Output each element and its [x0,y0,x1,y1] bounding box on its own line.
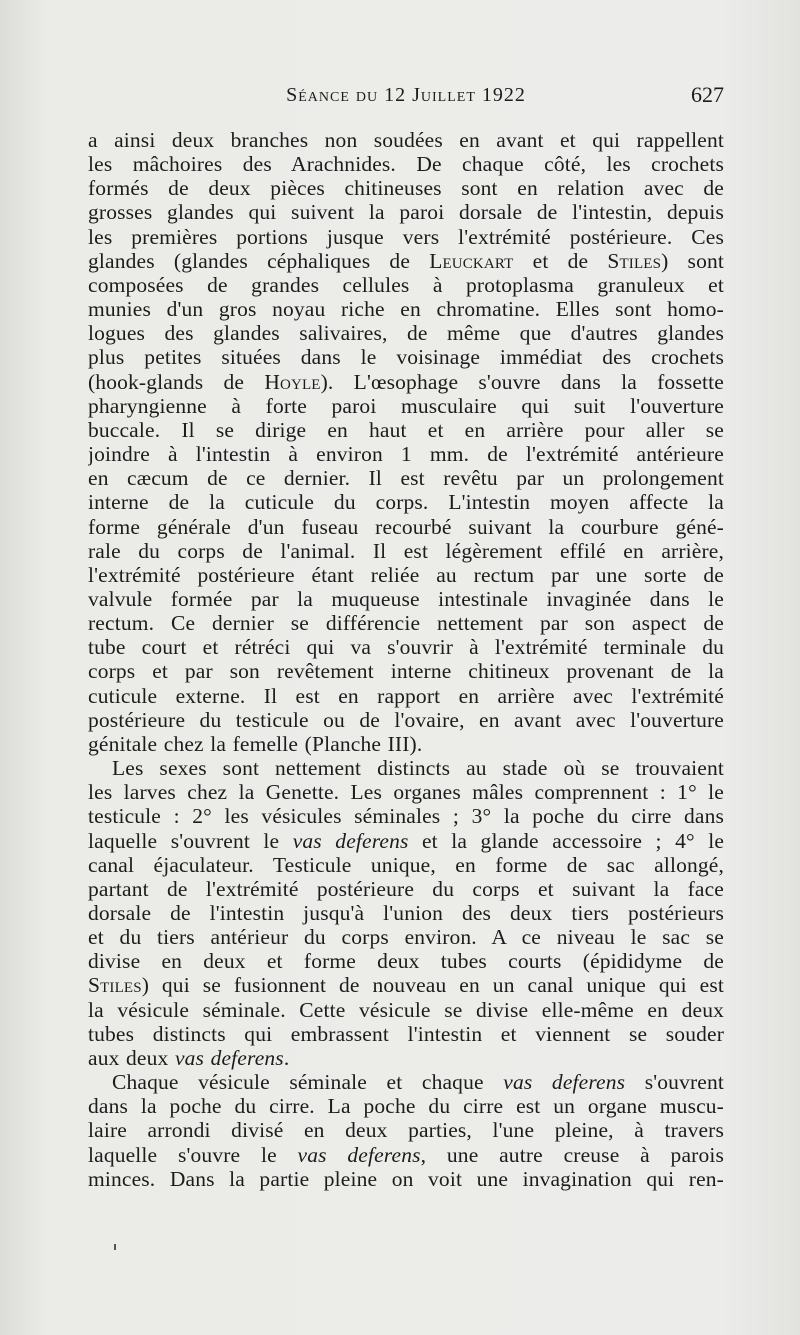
text-line: interne de la cuticule du corps. L'intestin moyen affecte la [88,490,724,515]
text-line: laquelle s'ouvrent le vas deferens et la glande accessoire ; 4° le [88,828,724,853]
text-line: (hook-glands de Hoyle). L'œsophage s'ouvre dans la fossette [88,369,724,394]
text-line: Chaque vésicule séminale et chaque vas deferens s'ouvrent [112,1070,724,1095]
text-line: et du tiers antérieur du corps environ. A ce niveau le sac se [88,925,724,950]
text-line: laire arrondi divisé en deux parties, l'une pleine, à travers [88,1118,724,1143]
text-line: glandes (glandes céphaliques de Leuckart et de Stiles) sont [88,248,724,273]
text-line: minces. Dans la partie pleine on voit une invagination qui ren- [88,1166,724,1191]
text-line: Stiles) qui se fusionnent de nouveau en un canal unique qui est [88,973,724,998]
text-line: tubes distincts qui embrassent l'intestin et viennent se souder [88,1021,724,1046]
text-line: rectum. Ce dernier se différencie nettement par son aspect de [88,611,724,636]
text-line: logues des glandes salivaires, de même que d'autres glandes [88,321,724,346]
text-line: grosses glandes qui suivent la paroi dorsale de l'intestin, depuis [88,200,724,225]
text-line: composées de grandes cellules à protoplasma granuleux et [88,272,724,297]
text-line: la vésicule séminale. Cette vésicule se divise elle-même en deux [88,997,724,1022]
text-line: a ainsi deux branches non soudées en avant et qui rappellent [88,128,724,152]
text-line: dorsale de l'intestin jusqu'à l'union des deux tiers postérieurs [88,901,724,925]
body-text [88,128,724,1191]
text-line: divise en deux et forme deux tubes courts (épididyme de [88,949,724,974]
text-line: aux deux vas deferens. [88,1045,290,1070]
text-line: rale du corps de l'animal. Il est légèrement effilé en arrière, [88,538,724,563]
text-line: buccale. Il se dirige en haut et en arrière pour aller se [88,417,724,442]
text-line: forme générale d'un fuseau recourbé suivant la courbure géné- [88,514,724,539]
text-line: partant de l'extrémité postérieure du corps et suivant la face [88,876,724,901]
text-line: tube court et rétréci qui va s'ouvrir à l'extrémité terminale du [88,635,724,660]
text-line: postérieure du testicule ou de l'ovaire, en avant avec l'ouverture [88,707,724,732]
text-line: testicule : 2° les vésicules séminales ; 3° la poche du cirre dans [88,804,724,829]
text-line: plus petites situées dans le voisinage immédiat des crochets [88,345,724,370]
running-head: Séance du 12 Juillet 1922 [286,84,526,106]
text-line: les premières portions jusque vers l'extrémité postérieure. Ces [88,224,724,249]
print-speck [114,1244,116,1250]
text-line: Les sexes sont nettement distincts au stade où se trouvaient [112,756,724,781]
text-line: les larves chez la Genette. Les organes mâles comprennent : 1° le [88,780,724,805]
text-line: laquelle s'ouvre le vas deferens, une autre creuse à parois [88,1142,724,1167]
text-line: valvule formée par la muqueuse intestinale invaginée dans le [88,586,724,611]
text-line: corps et par son revêtement interne chitineux provenant de la [88,659,724,684]
text-line: joindre à l'intestin à environ 1 mm. de l'extrémité antérieure [88,442,724,467]
text-line: les mâchoires des Arachnides. De chaque côté, les crochets [88,152,724,177]
text-line: pharyngienne à forte paroi musculaire qui suit l'ouverture [88,393,724,418]
page-number: 627 [691,82,724,107]
text-line: canal éjaculateur. Testicule unique, en forme de sac allongé, [88,852,724,877]
text-line: l'extrémité postérieure étant reliée au rectum par une sorte de [88,562,724,587]
text-line: munies d'un gros noyau riche en chromatine. Elles sont homo- [88,297,724,322]
text-line: génitale chez la femelle (Planche III). [88,731,423,756]
text-line: formés de deux pièces chitineuses sont en relation avec de [88,176,724,201]
text-line: en cæcum de ce dernier. Il est revêtu par un prolongement [88,466,724,491]
text-line: cuticule externe. Il est en rapport en arrière avec l'extrémité [88,683,724,708]
text-line: dans la poche du cirre. La poche du cirre est un organe muscu- [88,1094,724,1119]
page-header [88,82,724,112]
